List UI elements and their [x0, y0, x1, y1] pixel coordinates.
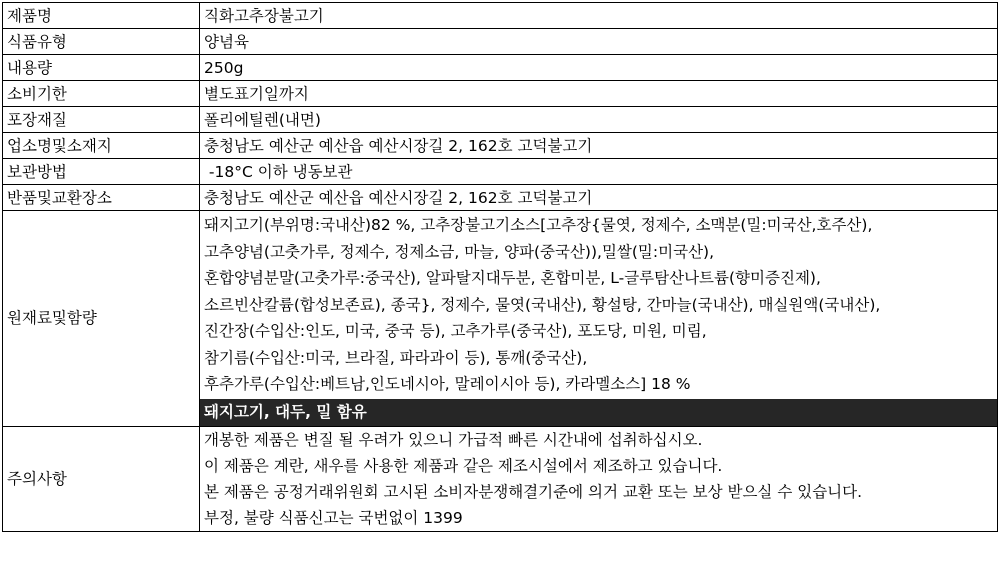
row-food-type — [3, 29, 998, 55]
value-expiration: 별도표기일까지 — [200, 81, 998, 107]
caution-line: 본 제품은 공정거래위원회 고시된 소비자분쟁해결기준에 의거 교환 또는 보상 받으실 수 있습니다. — [204, 482, 863, 501]
label-cautions: 주의사항 — [3, 426, 200, 531]
ingredients-line: 돼지고기(부위명:국내산)82 %, 고추장불고기소스[고추장{물엿, 정제수, 소맥분(밀:미국산,호주산), — [204, 216, 873, 234]
ingredients-line: 혼합양념분말(고춧가루:중국산), 알파탈지대두분, 혼합미분, L-글루탐산나트륨(향미증진제), — [204, 269, 821, 287]
label-net-content: 내용량 — [3, 55, 200, 81]
value-packaging: 폴리에틸렌(내면) — [200, 107, 998, 133]
label-manufacturer: 업소명및소재지 — [3, 133, 200, 159]
label-storage: 보관방법 — [3, 159, 200, 185]
row-ingredients — [3, 211, 998, 427]
row-expiration — [3, 81, 998, 107]
caution-line: 이 제품은 계란, 새우를 사용한 제품과 같은 제조시설에서 제조하고 있습니다. — [204, 456, 723, 475]
caution-line: 개봉한 제품은 변질 될 우려가 있으니 가급적 빠른 시간내에 섭취하십시오. — [204, 430, 703, 449]
caution-line: 부정, 불량 식품신고는 국번없이 1399 — [204, 508, 463, 527]
ingredients-line: 소르빈산칼륨(합성보존료), 종국}, 정제수, 물엿(국내산), 황설탕, 간마늘(국내산), 매실원액(국내산), — [204, 295, 881, 314]
value-return-place: 충청남도 예산군 예산읍 예산시장길 2, 162호 고덕불고기 — [200, 185, 998, 211]
row-cautions — [3, 426, 998, 531]
ingredients-line: 고추양념(고춧가루, 정제수, 정제소금, 마늘, 양파(중국산)),밀쌀(밀:미국산), — [204, 242, 715, 261]
value-storage: -18°C 이하 냉동보관 — [200, 159, 998, 185]
row-product-name — [3, 3, 998, 29]
value-ingredients — [200, 211, 998, 427]
row-return-place — [3, 185, 998, 211]
ingredients-line: 참기름(수입산:미국, 브라질, 파라과이 등), 통깨(중국산), — [204, 348, 588, 367]
ingredients-line: 진간장(수입산:인도, 미국, 중국 등), 고추가루(중국산), 포도당, 미원, 미림, — [204, 322, 707, 340]
value-net-content: 250g — [200, 55, 998, 81]
value-cautions — [200, 426, 998, 531]
row-storage — [3, 159, 998, 185]
label-expiration: 소비기한 — [3, 81, 200, 107]
value-product-name: 직화고추장불고기 — [200, 3, 998, 29]
value-food-type: 양념육 — [200, 29, 998, 55]
row-packaging — [3, 107, 998, 133]
product-info-table — [2, 2, 998, 532]
label-packaging: 포장재질 — [3, 107, 200, 133]
row-net-content — [3, 55, 998, 81]
label-product-name: 제품명 — [3, 3, 200, 29]
ingredients-line: 후추가루(수입산:베트남,인도네시아, 말레이시아 등), 카라멜소스] 18 % — [204, 375, 691, 393]
label-return-place: 반품및교환장소 — [3, 185, 200, 211]
row-manufacturer — [3, 133, 998, 159]
label-food-type: 식품유형 — [3, 29, 200, 55]
label-ingredients: 원재료및함량 — [3, 211, 200, 427]
allergen-notice: 돼지고기, 대두, 밀 함유 — [200, 399, 997, 426]
value-manufacturer: 충청남도 예산군 예산읍 예산시장길 2, 162호 고덕불고기 — [200, 133, 998, 159]
